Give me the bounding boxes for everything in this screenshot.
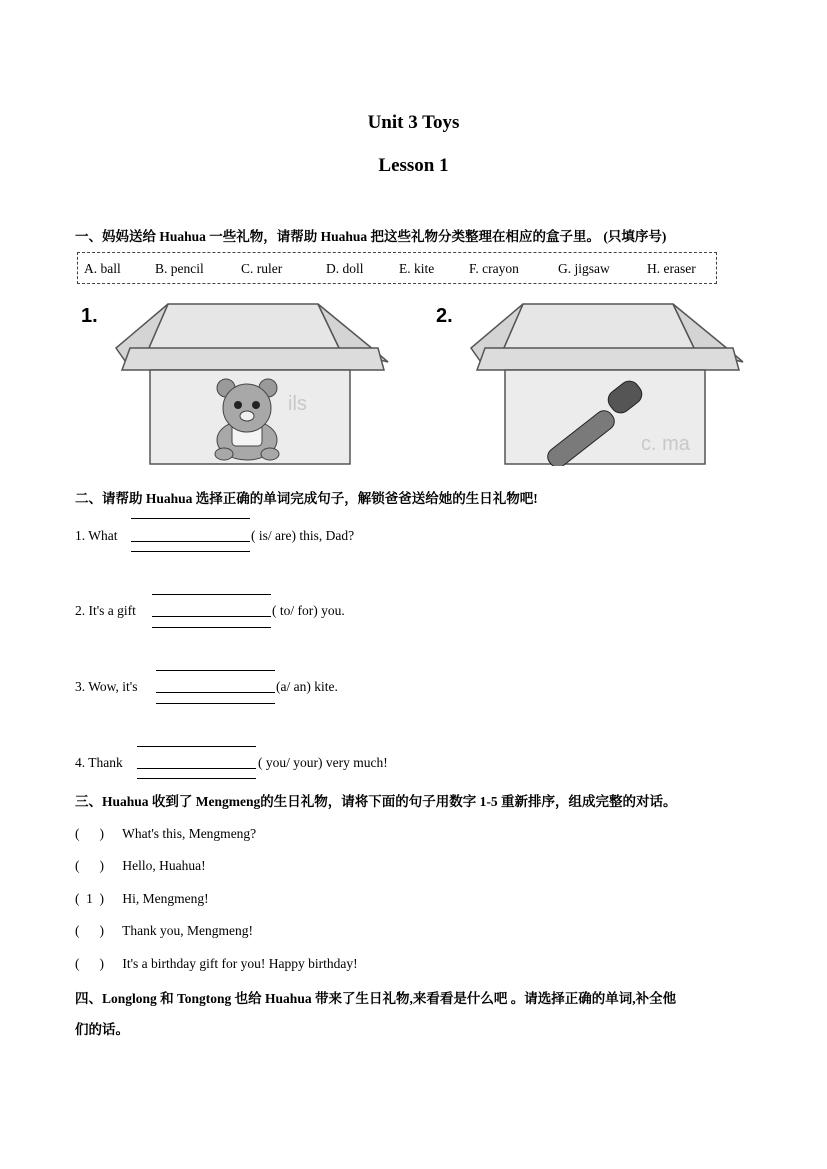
section4-instruction-line2: 们的话。: [75, 1022, 129, 1037]
box2-faded-text: c. ma: [641, 433, 690, 455]
order-blank-1[interactable]: ( ): [75, 826, 104, 841]
dialog-line-1: [75, 826, 256, 842]
order-blank-3[interactable]: ( 1 ): [75, 891, 104, 906]
q3-line-top: [156, 670, 275, 671]
section2-instruction: 二、请帮助 Huahua 选择正确的单词完成句子，解锁爸爸送给她的生日礼物吧!: [75, 491, 538, 506]
box1-label: 1.: [81, 305, 98, 327]
section4-instruction-line1: 四、Longlong 和 Tongtong 也给 Huahua 带来了生日礼物,来看看是什么吧 。请选择正确的单词,补全他: [75, 991, 677, 1006]
q4-line-bottom: [137, 778, 256, 779]
section3-instruction: 三、Huahua 收到了 Mengmeng的生日礼物，请将下面的句子用数字 1-5 重新排序，组成完整的对话。: [75, 794, 677, 809]
q2-line-top: [152, 594, 271, 595]
dialog-text-4: Thank you, Mengmeng!: [122, 923, 253, 938]
q1-suffix: ( is/ are) this, Dad?: [251, 528, 355, 543]
q1-line-top: [131, 518, 250, 519]
q4-prefix: 4. Thank: [75, 755, 123, 770]
order-blank-2[interactable]: ( ): [75, 858, 104, 873]
box2-illustration: [463, 300, 745, 466]
q4-suffix: ( you/ your) very much!: [258, 755, 388, 770]
option-c: C. ruler: [241, 261, 283, 276]
q1-line-bottom: [131, 551, 250, 552]
dialog-text-2: Hello, Huahua!: [122, 858, 206, 873]
q3-answer-line[interactable]: [156, 692, 275, 693]
option-e: E. kite: [399, 261, 435, 276]
q2-line-bottom: [152, 627, 271, 628]
unit-title: Unit 3 Toys: [367, 112, 460, 133]
box1-faded-text: ils: [288, 393, 307, 415]
q2-suffix: ( to/ for) you.: [272, 603, 345, 618]
dialog-text-1: What's this, Mengmeng?: [122, 826, 257, 841]
option-a: A. ball: [84, 261, 121, 276]
section1-instruction: 一、妈妈送给 Huahua 一些礼物，请帮助 Huahua 把这些礼物分类整理在相应的盒子里。 (只填序号): [75, 229, 667, 244]
dialog-line-5: [75, 956, 358, 972]
option-g: G. jigsaw: [558, 261, 610, 276]
lesson-title: Lesson 1: [378, 155, 449, 176]
dialog-line-3: [75, 891, 209, 907]
q3-prefix: 3. Wow, it's: [75, 679, 138, 694]
dialog-text-3: Hi, Mengmeng!: [122, 891, 209, 906]
q3-suffix: (a/ an) kite.: [276, 679, 338, 694]
option-b: B. pencil: [155, 261, 204, 276]
option-f: F. crayon: [469, 261, 519, 276]
q3-line-bottom: [156, 703, 275, 704]
dialog-line-4: [75, 923, 253, 939]
box1-illustration: [108, 300, 390, 466]
q2-prefix: 2. It's a gift: [75, 603, 136, 618]
q1-prefix: 1. What: [75, 528, 118, 543]
order-blank-4[interactable]: ( ): [75, 923, 104, 938]
dialog-text-5: It's a birthday gift for you! Happy birthday!: [122, 956, 358, 971]
option-h: H. eraser: [647, 261, 696, 276]
dialog-line-2: [75, 858, 206, 874]
q4-answer-line[interactable]: [137, 768, 256, 769]
q2-answer-line[interactable]: [152, 616, 271, 617]
option-d: D. doll: [326, 261, 364, 276]
q1-answer-line[interactable]: [131, 541, 250, 542]
order-blank-5[interactable]: ( ): [75, 956, 104, 971]
box2-label: 2.: [436, 305, 453, 327]
q4-line-top: [137, 746, 256, 747]
